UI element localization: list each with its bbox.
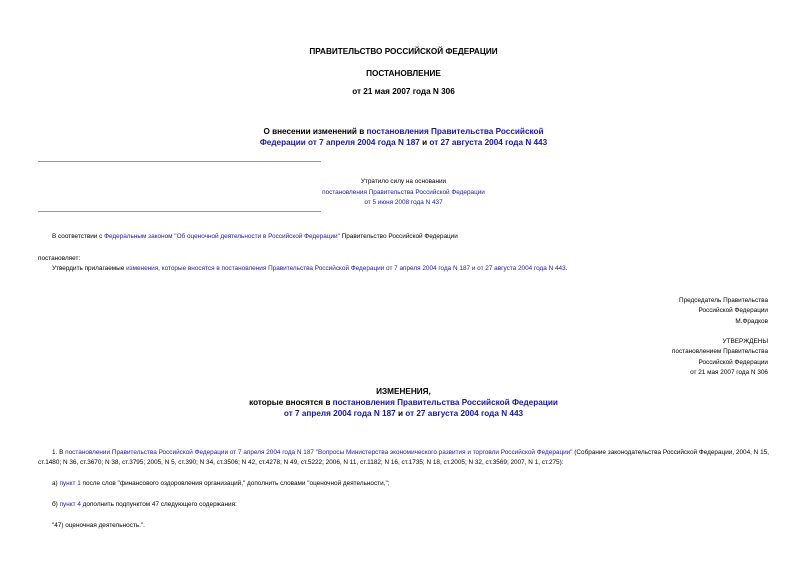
para1-prefix: В соответствии с [52, 233, 105, 240]
signature-country: Российской Федерации [698, 307, 768, 315]
decides-label: постановляет: [38, 255, 81, 262]
title-middle: и [419, 138, 430, 147]
changes-link-decree-443[interactable]: от 27 августа 2004 года N 443 [405, 409, 524, 418]
document-type: ПОСТАНОВЛЕНИЕ [366, 69, 441, 78]
item-1 [38, 448, 769, 469]
signature-block [679, 296, 768, 327]
divider-top [38, 161, 321, 162]
changes-link-decrees[interactable]: постановления Правительства Российской Федерации [332, 398, 558, 407]
approved-date: от 21 мая 2007 года N 306 [690, 368, 768, 376]
paragraph-approve [52, 265, 567, 272]
approved-block [672, 337, 768, 378]
document-title [0, 126, 807, 148]
item-1b [52, 501, 237, 508]
changes-line3-middle: и [395, 409, 406, 418]
changes-link-decree-187[interactable]: от 7 апреля 2004 года N 187 [283, 409, 396, 418]
title-link-decrees[interactable]: постановления Правительства Российской [366, 127, 544, 136]
document-date-number: от 21 мая 2007 года N 306 [352, 87, 455, 96]
signature-position: Председатель Правительства [679, 297, 768, 304]
item-quote: "47) оценочная деятельность.". [52, 522, 145, 529]
government-name: ПРАВИТЕЛЬСТВО РОССИЙСКОЙ ФЕДЕРАЦИИ [309, 47, 498, 56]
approved-label: УТВЕРЖДЕНЫ [722, 338, 768, 345]
changes-heading [0, 386, 807, 419]
para2-suffix: . [565, 265, 568, 272]
changes-title: ИЗМЕНЕНИЯ, [376, 387, 431, 396]
approved-by: постановлением Правительства [672, 348, 768, 356]
paragraph-basis [52, 233, 458, 240]
item1-suffix: (Собрание законодательства Российской Федерации, 2004, N 15, ст.1480; N 36, ст.3670; N 38, ст.3795; 2005, N 5, ст.390; N 34, ст.3506; N 42, ст.4278; N 49, ст.5222; 2006, N 11, ст.1182; N 16, ст.1735; N 18, ст.2005; N 32, ст.3569; 2007, N 1, ст.275): [38, 449, 769, 467]
divider-bottom [38, 211, 321, 212]
signature-name: М.Фрадков [735, 317, 768, 325]
item1-link[interactable]: постановлении Правительства Российской Федерации от 7 апреля 2004 года N 187 "Вопросы Министерства экономического развития и торговли Российской Федерации" [65, 449, 573, 456]
item1a-suffix: после слов "финансового оздоровления организаций," дополнить словами "оценочной деятельности,"; [80, 480, 390, 487]
title-link-decree-187[interactable]: Федерации от 7 апреля 2004 года N 187 [259, 138, 420, 147]
item1b-suffix: дополнить подпунктом 47 следующего содержания: [80, 501, 237, 508]
repeal-status [0, 177, 807, 209]
changes-line2-prefix: которые вносятся в [249, 398, 333, 407]
approved-country: Российской Федерации [698, 358, 768, 366]
link-federal-law[interactable]: Федеральным законом "Об оценочной деятельности в Российской Федерации" [104, 233, 340, 240]
title-prefix: О внесении изменений в [263, 127, 367, 136]
status-link-date[interactable]: от 5 июня 2008 года N 437 [364, 199, 443, 206]
item-1a [52, 480, 390, 487]
item1b-prefix: б) [52, 501, 60, 508]
status-link-decree[interactable]: постановления Правительства Российской Федерации [322, 188, 485, 196]
para1-suffix: Правительство Российской Федерации [339, 233, 458, 240]
status-text: Утратило силу на основании [360, 178, 447, 185]
link-changes[interactable]: изменения, которые вносятся в постановления Правительства Российской Федерации от 7 апреля 2004 года N 187 и от 27 августа 2004 года N 443 [126, 265, 566, 272]
item1a-link[interactable]: пункт 1 [59, 480, 81, 487]
item1b-link[interactable]: пункт 4 [59, 501, 81, 508]
item1a-prefix: а) [52, 480, 60, 487]
para2-prefix: Утвердить прилагаемые [52, 265, 127, 272]
item1-prefix: 1. В [52, 449, 66, 456]
title-link-decree-443[interactable]: от 27 августа 2004 года N 443 [429, 138, 548, 147]
